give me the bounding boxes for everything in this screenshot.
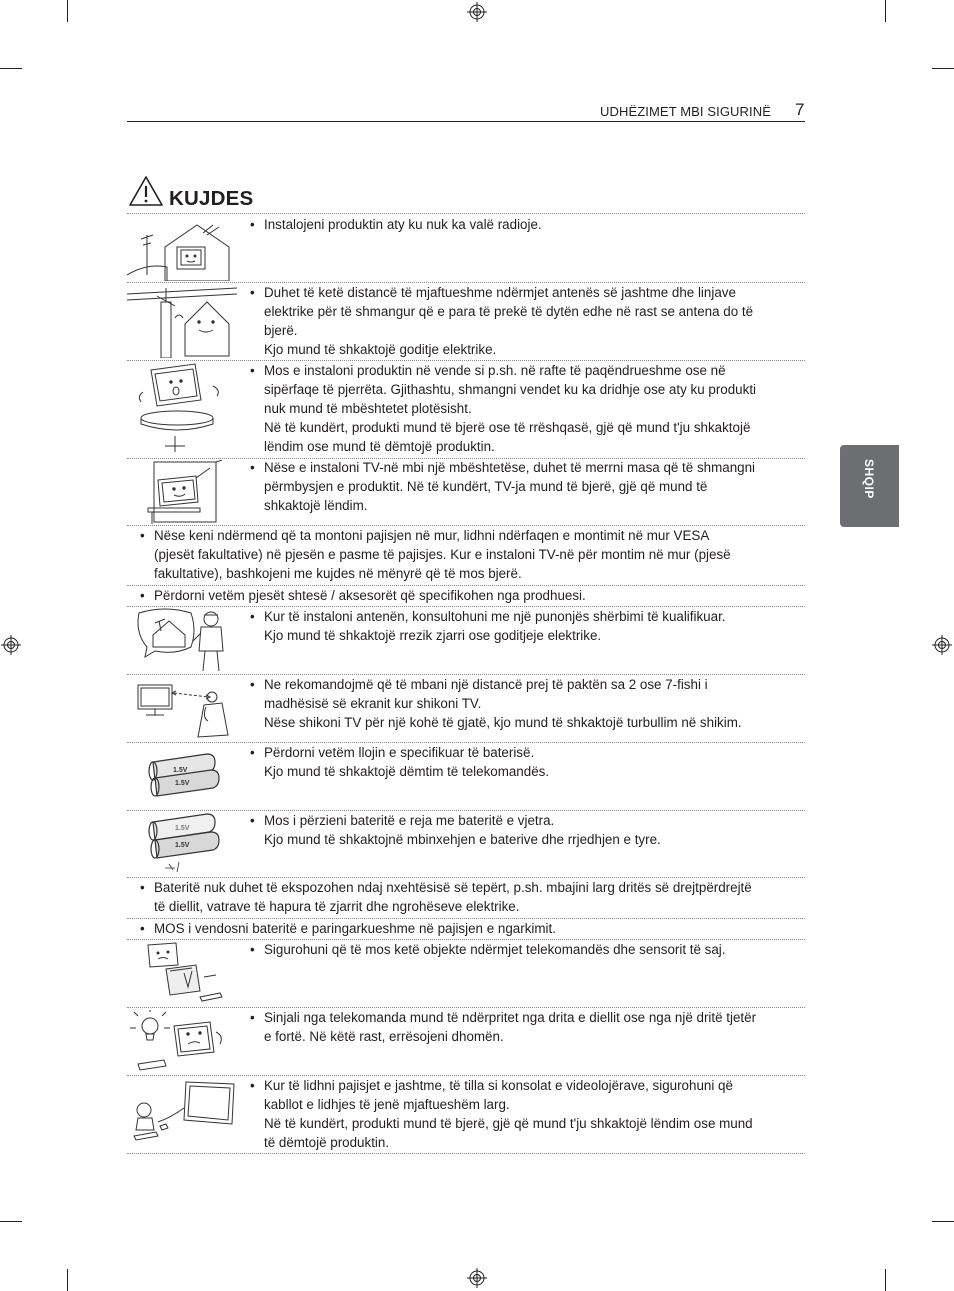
language-side-tab <box>840 445 899 527</box>
registration-mark-icon <box>1 635 21 655</box>
item-text-line: Nëse e instaloni TV-në mbi një mbështetëse, duhet të merrni masa që të shmangni <box>264 460 756 475</box>
bullet: • <box>250 813 255 828</box>
bullet: • <box>250 460 255 475</box>
registration-mark-icon <box>467 1268 487 1288</box>
bullet: • <box>250 609 255 624</box>
battery-label: 1.5V <box>175 842 190 849</box>
item-text-line: Ne rekomandojmë që të mbani një distancë prej të paktën sa 2 ose 7-fishi i <box>264 677 708 692</box>
crop-mark <box>67 0 68 22</box>
item-text-line: Nëse shikoni TV për një kohë të gjatë, kjo mund të shkaktojë turbullim në shikim. <box>264 715 742 730</box>
registration-mark-icon <box>932 635 952 655</box>
crop-mark <box>932 1221 954 1222</box>
item-text-line: Instalojeni produktin aty ku nuk ka valë radioje. <box>264 217 542 232</box>
service-technician-illustration <box>135 607 233 673</box>
bullet: • <box>250 1078 255 1093</box>
item-text-line: Duhet të ketë distancë të mjaftueshme ndërmjet antenës së jashtme dhe linjave <box>264 285 736 300</box>
bullet: • <box>250 1010 255 1025</box>
bullet: • <box>250 942 255 957</box>
game-console-cable-illustration <box>130 1078 238 1142</box>
item-text-line: Kjo mund të shkaktojë rrezik zjarri ose goditjeje elektrike. <box>264 628 602 643</box>
item-text-line: MOS i vendosni bateritë e paringarkueshme në pajisjen e ngarkimit. <box>154 921 556 936</box>
item-text-line: Përdorni vetëm llojin e specifikuar të baterisë. <box>264 745 535 760</box>
item-text-line: Mos i përzieni bateritë e reja me bateritë e vjetra. <box>264 813 555 828</box>
crop-mark <box>0 68 22 69</box>
item-text-line: bjerë. <box>264 323 298 338</box>
item-text-line: kabllot e lidhjes të jenë mjaftueshëm larg. <box>264 1097 510 1112</box>
unstable-tv-illustration <box>135 362 225 456</box>
header-rule <box>127 121 805 122</box>
battery-label: 1.5V <box>175 780 190 787</box>
page-number: 7 <box>795 100 805 119</box>
warning-triangle-icon <box>128 175 164 207</box>
item-text-line: Sinjali nga telekomanda mund të ndërpritet nga drita e diellit ose nga një dritë tjetër <box>264 1010 757 1025</box>
item-text-line: fakultative), bashkojeni me kujdes në mënyrë që të mos bjerë. <box>154 566 522 581</box>
remote-obstacle-illustration <box>140 941 226 1005</box>
item-text-line: Mos e instaloni produktin në vende si p.sh. në rafte të paqëndrueshme ose në <box>264 363 726 378</box>
item-text-line: Nëse keni ndërmend që ta montoni pajisjen në mur, lidhni ndërfaqen e montimit në mur VESA <box>154 528 710 543</box>
item-text-line: Kur të lidhni pajisjet e jashtme, të tilla si konsolat e videolojërave, sigurohuni që <box>264 1078 733 1093</box>
item-text-line: Në të kundërt, produkti mund të bjerë ose të rrëshqasë, gjë që mund t'ju shkaktojë <box>264 420 751 435</box>
item-text-line: Kjo mund të shkaktojë goditje elektrike. <box>264 342 497 357</box>
crop-mark <box>932 68 954 69</box>
item-text-line: Bateritë nuk duhet të ekspozohen ndaj nxehtësisë së tepërt, p.sh. mbajini larg dritës së drejtpërdrejtë <box>154 880 752 895</box>
battery-label: 1.5V <box>175 825 190 832</box>
item-text-line: sipërfaqe të pjerrëta. Gjithashtu, shmangni vendet ku ka dridhje ose aty ku produkti <box>264 382 757 397</box>
item-text-line: shkaktojë lëndim. <box>264 498 368 513</box>
tv-stand-wall-illustration <box>140 460 222 524</box>
item-text-line: madhësisë së ekranit kur shikoni TV. <box>264 696 482 711</box>
bullet: • <box>250 745 255 760</box>
running-head: UDHËZIMET MBI SIGURINË <box>600 104 771 119</box>
remote-light-illustration <box>130 1010 228 1074</box>
registration-mark-icon <box>467 2 487 22</box>
item-text-line: të diellit, vatrave të hapura të zjarrit dhe ngrohëseve elektrike. <box>154 899 520 914</box>
item-text-line: Kjo mund të shkaktojë dëmtim të telekomandës. <box>264 764 550 779</box>
bullet: • <box>250 285 255 300</box>
bullet: • <box>140 880 145 895</box>
bullet: • <box>140 588 145 603</box>
bullet: • <box>140 921 145 936</box>
row-separator <box>127 213 805 214</box>
bullet: • <box>250 363 255 378</box>
item-text-line: Kur të instaloni antenën, konsultohuni me një punonjës shërbimi të kualifikuar. <box>264 609 726 624</box>
item-text-line: Kjo mund të shkaktojnë mbinxehjen e baterive dhe rrjedhjen e tyre. <box>264 832 661 847</box>
item-text-line: Përdorni vetëm pjesët shtesë / aksesorët që specifikohen nga prodhuesi. <box>154 588 586 603</box>
side-tab-label: SHQIP <box>862 459 876 499</box>
row-separator <box>127 1153 805 1154</box>
crop-mark <box>885 1269 886 1291</box>
bullet: • <box>140 528 145 543</box>
item-text-line: lëndim ose mund të dëmtojë produktin. <box>264 439 495 454</box>
bullet: • <box>250 677 255 692</box>
battery-pair-illustration <box>145 752 221 802</box>
item-text-line: të dëmtojë produktin. <box>264 1135 390 1150</box>
crop-mark <box>0 1221 22 1222</box>
bullet: • <box>250 217 255 232</box>
crop-mark <box>67 1269 68 1291</box>
item-text-line: elektrike për të shmangur që e para të prekë të dytën edhe në rast se antena do të <box>264 304 754 319</box>
viewing-distance-illustration <box>132 677 232 741</box>
battery-label: 1.5V <box>173 767 188 774</box>
item-text-line: Sigurohuni që të mos ketë objekte ndërmjet telekomandës dhe sensorit të saj. <box>264 942 726 957</box>
section-title: KUJDES <box>169 187 254 210</box>
tv-house-antenna-illustration <box>127 215 237 281</box>
item-text-line: nuk mund të mbështetet plotësisht. <box>264 401 472 416</box>
battery-mixed-illustration <box>145 812 221 874</box>
item-text-line: e fortë. Në këtë rast, errësojeni dhomën. <box>264 1029 504 1044</box>
crop-mark <box>885 0 886 22</box>
antenna-powerline-illustration <box>127 284 237 358</box>
item-text-line: (pjesët fakultative) në pjesën e pasme të pajisjes. Kur e instaloni TV-në për montim në mur (pjesë <box>154 547 731 562</box>
item-text-line: përmbysjen e produktit. Në të kundërt, TV-ja mund të bjerë, gjë që mund të <box>264 479 708 494</box>
item-text-line: Në të kundërt, produkti mund të bjerë, gjë që mund t'ju shkaktojë lëndim ose mund <box>264 1116 753 1131</box>
